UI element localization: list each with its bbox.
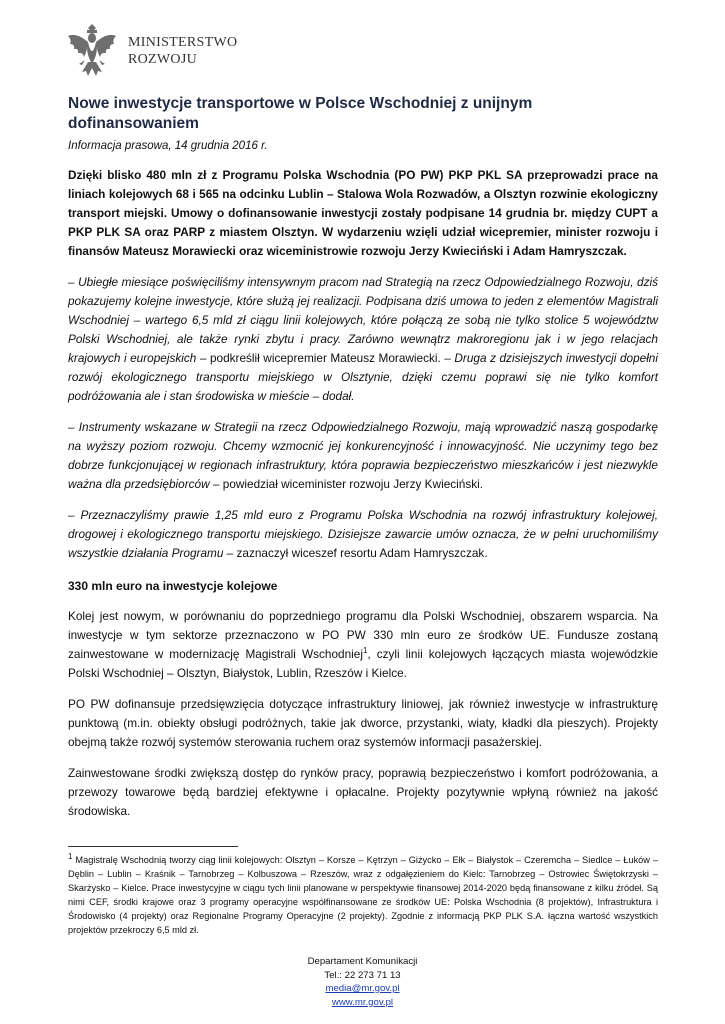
quote-attribution: – zaznaczył wiceszef resortu Adam Hamryszczak.	[223, 546, 488, 560]
footer-website-link[interactable]: www.mr.gov.pl	[331, 996, 394, 1008]
ministry-logo	[66, 24, 237, 78]
body-paragraph-3: Zainwestowane środki zwiększą dostęp do rynków pracy, poprawią bezpieczeństwo i komfort podróżowania, a przewozy towarowe będą bardziej efektywne i opłacalne. Projekty pozytywnie wpłyną również na jakość środowiska.	[68, 766, 658, 818]
footnote-divider	[68, 846, 238, 847]
quote-text: – Instrumenty wskazane w Strategii na rzecz Odpowiedzialnego Rozwoju, mają wprowadzić naszą gospodarkę na wyższy poziom rozwoju. Chcemy wzmocnić jej konkurencyjność i innowacyjność. Nie uczynimy tego bez dobrze funkcjonującej w regionach infrastruktury, która poprawia bezpieczeństwo mieszkańców i jest niezwykle ważna dla przedsiębiorców	[68, 420, 658, 491]
paragraph-text: Kolej jest nowym, w porównaniu do poprzedniego programu dla Polski Wschodniej, obszarem wsparcia. Na inwestycje w tym sektorze przeznaczono w PO PW 330 mln euro ze środków UE. Fundusze zostaną zainwestowane w modernizację Magistrali Wschodniej	[68, 609, 658, 661]
quote-attribution: – powiedział wiceminister rozwoju Jerzy Kwieciński.	[209, 477, 484, 491]
paragraph-text: , czyli linii kolejowych łączących miasta wojewódzkie Polski Wschodniej – Olsztyn, Białystok, Lublin, Rzeszów i Kielce.	[68, 647, 658, 680]
press-release-body	[68, 94, 658, 821]
body-paragraph-1	[68, 607, 658, 683]
ministry-name-line2: ROZWOJU	[128, 52, 197, 67]
body-paragraph-2: PO PW dofinansuje przedsięwzięcia dotyczące infrastruktury liniowej, jak również inwestycje w infrastrukturę punktową (m.in. obiekty obsługi podróżnych, takie jak dworce, przystanki, wiaty, kładki dla pieszych). Projekty obejmą także rozwój systemów sterowania ruchem oraz systemów informacji pasażerskiej.	[68, 697, 658, 749]
quote-text: – Przeznaczyliśmy prawie 1,25 mld euro z Programu Polska Wschodnia na rozwój infrastruktury kolejowej, drogowej i ekologicznego transportu miejskiego. Dzisiejsze zawarcie umów oznacza, że w pełni uruchomiliśmy wszystkie działania Programu	[68, 508, 658, 560]
footer-email-link[interactable]: media@mr.gov.pl	[325, 983, 400, 994]
ministry-name-line1: MINISTERSTWO	[128, 35, 238, 50]
quote-kwiecinski	[68, 418, 658, 494]
eagle-emblem-icon	[66, 24, 118, 78]
quote-text: – Ubiegłe miesiące poświęciliśmy intensywnym pracom nad Strategią na rzecz Odpowiedzialnego Rozwoju, dziś pokazujemy kolejne inwestycje, które służą jej realizacji. Podpisana dziś umowa to jeden z elementów Magistrali Wschodniej – wartego 6,5 mld zł ciągu linii kolejowych, które połączą ze sobą nie tylko stolice 5 województw Polski Wschodniej, ale także rynki zbytu i pracy. Zarówno wewnątrz makroregionu jak i w jego relacjach krajowych i europejskich	[68, 275, 658, 365]
footnote-marker: 1	[68, 851, 73, 861]
lead-paragraph: Dzięki blisko 480 mln zł z Programu Polska Wschodnia (PO PW) PKP PKL SA przeprowadzi prace na liniach kolejowych 68 i 565 na odcinku Lublin – Stalowa Wola Rozwadów, a Olsztyn rozwinie ekologiczny transport miejski. Umowy o dofinansowanie inwestycji zostały podpisane 14 grudnia br. między CUPT a PKP PLK SA oraz PARP z miastem Olsztyn. W wydarzeniu wzięli udział wicepremier, minister rozwoju i finansów Mateusz Morawiecki oraz wiceministrowie rozwoju Jerzy Kwieciński i Adam Hamryszczak.	[68, 168, 658, 258]
footnote-text: Magistralę Wschodnią tworzy ciąg linii kolejowych: Olsztyn – Korsze – Kętrzyn – Giżycko – Ełk – Białystok – Czeremcha – Siedlce – Łuków – Dęblin – Lublin – Kraśnik – Tarnobrzeg – Kolbuszowa – Rzeszów, wraz z odgałęzieniem do Kielc: Tarnobrzeg – Ostrowiec Świętokrzyski – Skarżysko – Kielce. Prace inwestycyjne w ciągu tych linii planowane w perspektywie finansowej 2014-2020 będą finansowane z kilku źródeł. Są nimi CEF, środki krajowe oraz 3 programy operacyjne współfinansowane ze środków UE: Polska Wschodnia (8 projektów), Infrastruktura i Środowisko (4 projekty) oraz Regionalne Programy Operacyjne (2 projekty). Zgodnie z informacją PKP PLK S.A. łączna wartość wszystkich projektów przekroczy 6,5 mld zł.	[68, 855, 658, 935]
release-date: Informacja prasowa, 14 grudnia 2016 r.	[68, 140, 268, 152]
footnote	[68, 853, 658, 937]
footer-phone: Tel.: 22 273 71 13	[324, 969, 401, 981]
page-footer	[0, 955, 725, 1009]
quote-morawiecki	[68, 273, 658, 406]
quote-text: – Druga z dzisiejszych inwestycji dopełni rozwój ekologicznego transportu miejskiego w Olsztynie, dzięki czemu poprawi się nie tylko komfort podróżowania ale i stan środowiska w mieście – dodał.	[68, 351, 658, 403]
footnote-reference[interactable]: 1	[362, 646, 368, 656]
quote-hamryszczak	[68, 506, 658, 563]
footer-department: Departament Komunikacji	[307, 956, 418, 967]
ministry-name	[128, 34, 237, 68]
quote-attribution: – podkreślił wicepremier Mateusz Morawiecki.	[196, 351, 445, 365]
page-title: Nowe inwestycje transportowe w Polsce Wschodniej z unijnym dofinansowaniem	[68, 95, 533, 132]
section-heading: 330 mln euro na inwestycje kolejowe	[68, 579, 278, 593]
